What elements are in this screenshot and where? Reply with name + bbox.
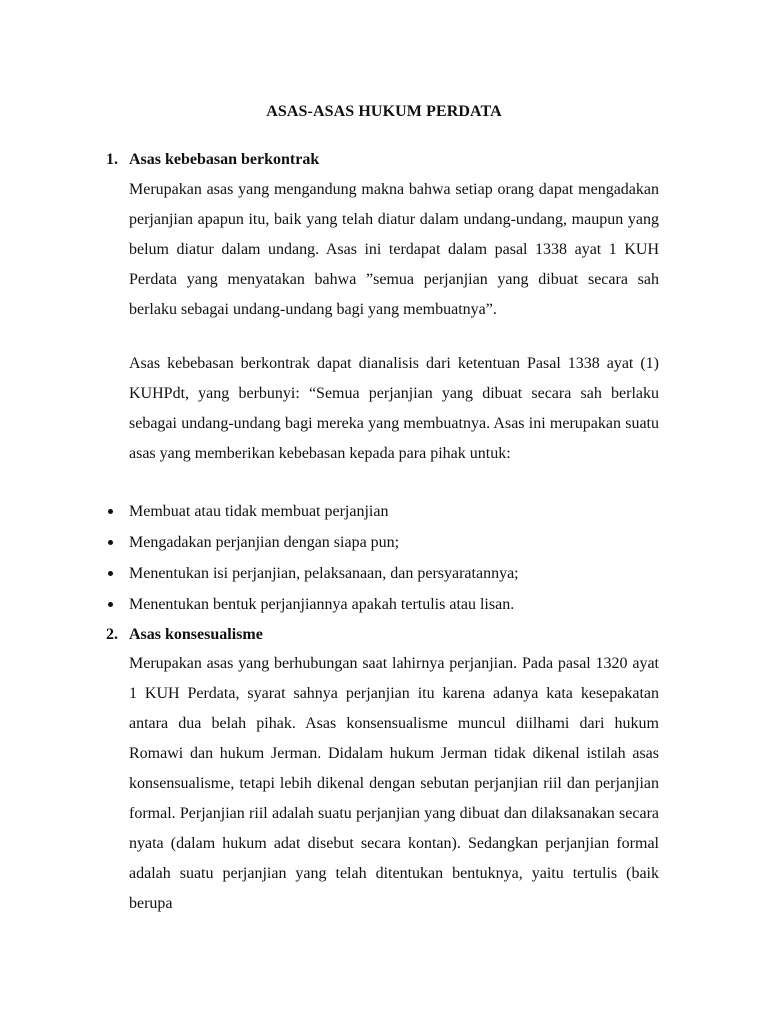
bullet-icon: [108, 509, 113, 514]
list-item: Menentukan bentuk perjanjiannya apakah tertulis atau lisan.: [106, 594, 666, 625]
paragraph: Asas kebebasan berkontrak dapat dianalisis dari ketentuan Pasal 1338 ayat (1) KUHPdt, yang berbunyi: “Semua perjanjian yang dibuat secara sah berlaku sebagai undang-undang bagi mereka yang membuatnya. Asas ini merupakan suatu asas yang memberikan kebebasan kepada para pihak untuk:: [129, 355, 659, 462]
bullet-icon: [108, 602, 113, 607]
paragraph: Merupakan asas yang berhubungan saat lahirnya perjanjian. Pada pasal 1320 ayat 1 KUH Perdata, syarat sahnya perjanjian itu karena adanya kata kesepakatan antara dua belah pihak. Asas konsensualisme muncul diilhami dari hukum Romawi dan hukum Jerman. Didalam hukum Jerman tidak dikenal istilah asas konsensualisme, tetapi lebih dikenal dengan sebutan perjanjian riil dan perjanjian formal. Perjanjian riil adalah suatu perjanjian yang dibuat dan dilaksanakan secara nyata (dalam hukum adat disebut secara kontan). Sedangkan perjanjian formal adalah suatu perjanjian yang telah ditentukan bentuknya, yaitu tertulis (baik berupa: [129, 655, 659, 912]
bullet-list: [106, 501, 666, 625]
section-number: 2.: [106, 626, 118, 643]
bullet-icon: [108, 571, 113, 576]
section-heading: [106, 149, 319, 171]
bullet-icon: [108, 540, 113, 545]
list-item: Membuat atau tidak membuat perjanjian: [106, 501, 666, 532]
list-item: Menentukan isi perjanjian, pelaksanaan, dan persyaratannya;: [106, 563, 666, 594]
section-heading-text: Asas konsesualisme: [129, 626, 263, 643]
section-number: 1.: [106, 151, 118, 168]
page-title: ASAS-ASAS HUKUM PERDATA: [266, 103, 502, 120]
list-item: Mengadakan perjanjian dengan siapa pun;: [106, 532, 666, 563]
section-heading-text: Asas kebebasan berkontrak: [129, 151, 320, 168]
section-heading: [106, 624, 263, 646]
paragraph: Merupakan asas yang mengandung makna bahwa setiap orang dapat mengadakan perjanjian apapun itu, baik yang telah diatur dalam undang-undang, maupun yang belum diatur dalam undang. Asas ini terdapat dalam pasal 1338 ayat 1 KUH Perdata yang menyatakan bahwa ”semua perjanjian yang dibuat secara sah berlaku sebagai undang-undang bagi yang membuatnya”.: [129, 181, 659, 318]
